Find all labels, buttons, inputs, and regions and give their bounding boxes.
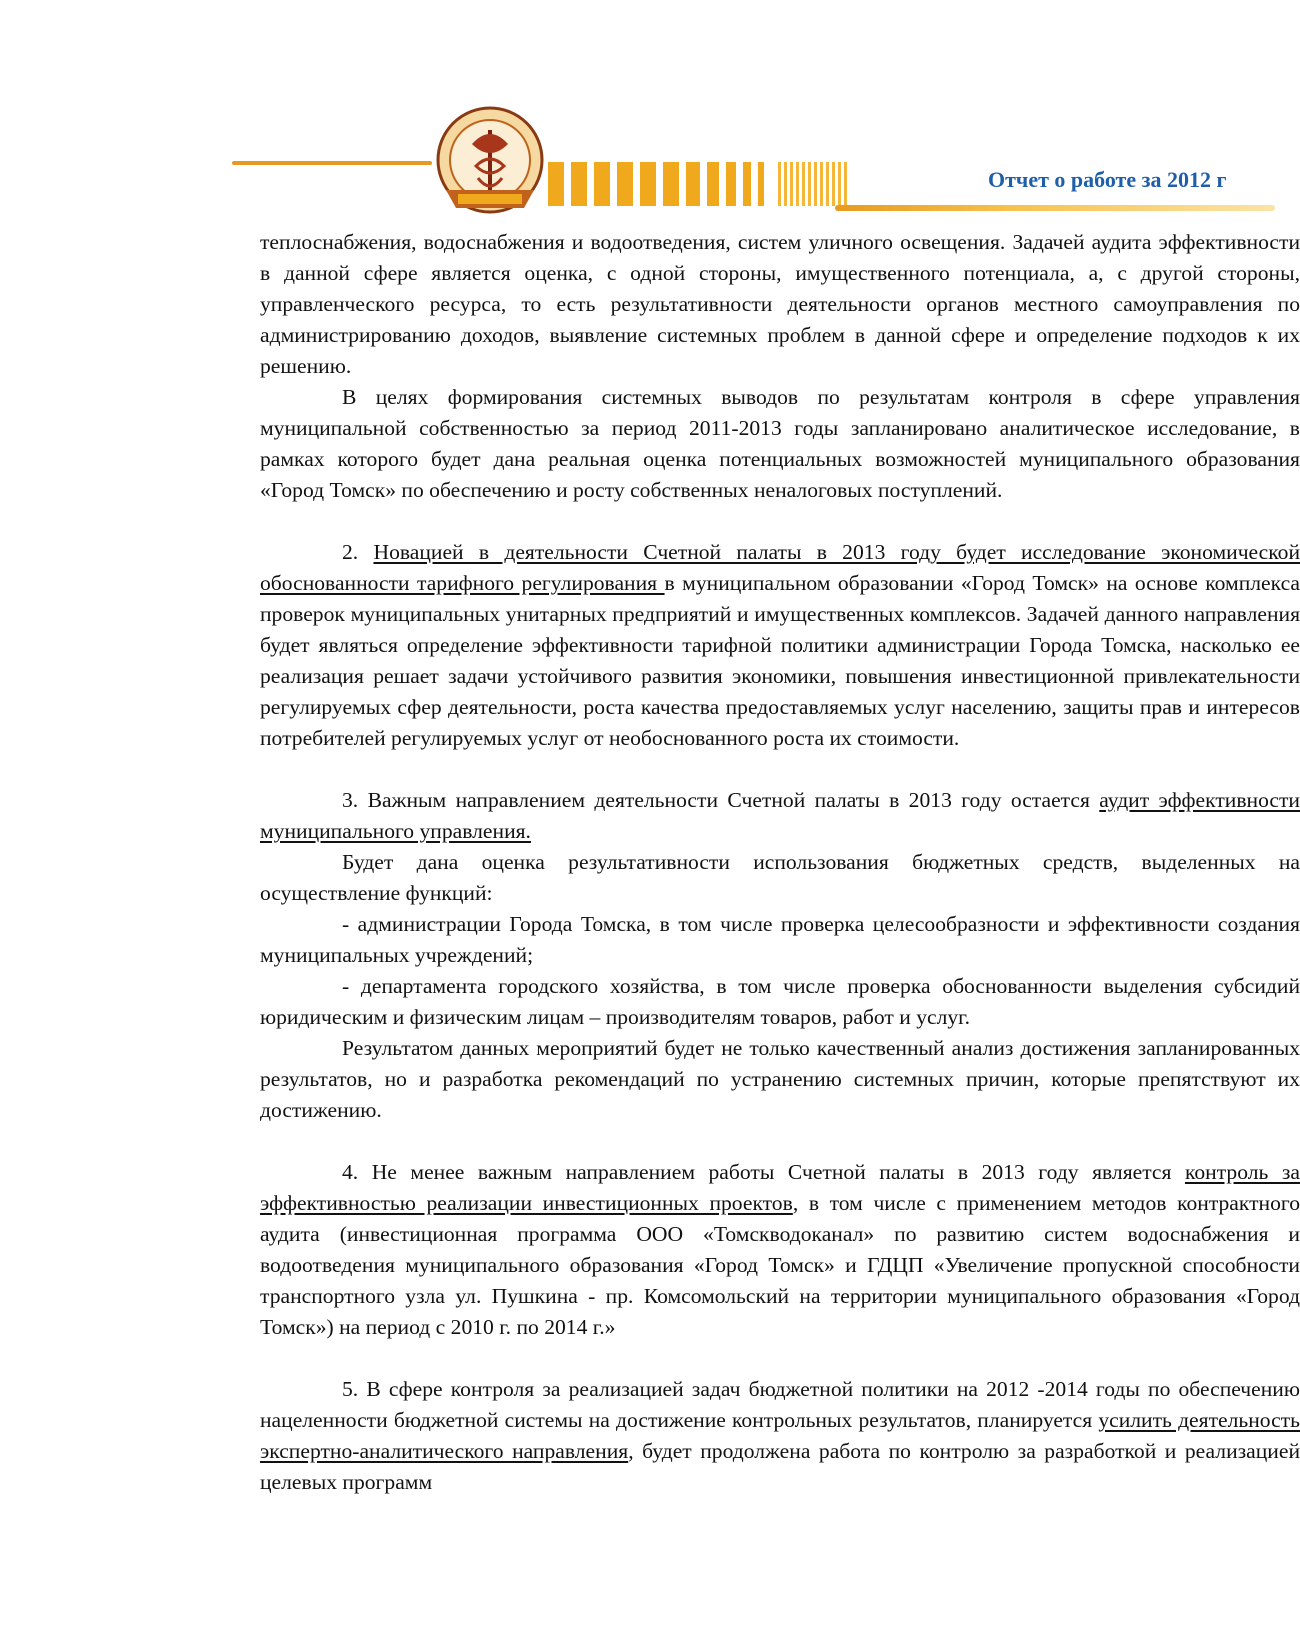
report-title: Отчет о работе за 2012 г (988, 167, 1227, 192)
paragraph-item-5 (260, 1374, 1300, 1498)
item-3-underlined: аудит эффективности муниципального управления. (260, 788, 1300, 843)
item-2-underlined: Новацией в деятельности Счетной палаты в 2013 году будет исследование экономической обоснованности тарифного регулирования (260, 540, 1300, 595)
header-rule-left (232, 161, 432, 165)
header-thin-stripes (778, 162, 847, 206)
paragraph-bullet-administration: - администрации Города Томска, в том числе проверка целесообразности и эффективности создания муниципальных учреждений; (260, 912, 1300, 967)
page-header (0, 0, 1275, 240)
emblem-logo (428, 104, 553, 222)
item-4-text: 4. Не менее важным направлением работы Счетной палаты в 2013 году является (342, 1160, 1185, 1184)
paragraph-continuation: теплоснабжения, водоснабжения и водоотведения, систем уличного освещения. Задачей аудита эффективности в данной сфере является оценка, с одной стороны, имущественного потенциала, а, с другой стороны, управленческого ресурса, то есть результативности деятельности органов местного самоуправления по администрированию доходов, выявление системных проблем в данной сфере и определение подходов к их решению. (260, 230, 1300, 378)
item-5-text: 5. В сфере контроля за реализацией задач бюджетной политики на 2012 -2014 годы по обеспечению нацеленности бюджетной системы на достижение контрольных результатов, планируется (260, 1377, 1300, 1432)
header-stripes (548, 162, 764, 206)
item-4-underlined: контроль за эффективностью реализации инвестиционных проектов (260, 1160, 1300, 1215)
paragraph-result: Результатом данных мероприятий будет не только качественный анализ достижения запланированных результатов, но и разработка рекомендаций по устранению системных причин, которые препятствуют их достижению. (260, 1036, 1300, 1122)
paragraph-item-4 (260, 1157, 1300, 1343)
item-5-rest: , будет продолжена работа по контролю за разработкой и реализацией целевых программ (260, 1439, 1300, 1494)
item-2-text: в муниципальном образовании «Город Томск» на основе комплекса проверок муниципальных унитарных предприятий и имущественных комплексов. Задачей данного направления будет являться определение эффективности тарифной политики администрации Города Томска, насколько ее реализация решает задачи устойчивого развития экономики, повышения инвестиционной привлекательности регулируемых сфер деятельности, роста качества предоставляемых услуг населению, защиты прав и интересов потребителей регулируемых услуг от необоснованного роста их стоимости. (260, 571, 1300, 750)
document-body (260, 227, 1300, 1498)
item-2-number: 2. (342, 540, 374, 564)
paragraph-bullet-department: - департамента городского хозяйства, в том числе проверка обоснованности выделения субсидий юридическим и физическим лицам – производителям товаров, работ и услуг. (260, 974, 1300, 1029)
item-4-rest: , в том числе с применением методов контрактного аудита (инвестиционная программа ООО «Томскводоканал» по развитию систем водоснабжения и водоотведения муниципального образования «Город Томск» и ГДЦП «Увеличение пропускной способности транспортного узла ул. Пушкина - пр. Комсомольский на территории муниципального образования «Город Томск») на период с 2010 г. по 2014 г.» (260, 1191, 1300, 1339)
paragraph-assessment: Будет дана оценка результативности использования бюджетных средств, выделенных на осуществление функций: (260, 850, 1300, 905)
paragraph-item-3 (260, 785, 1300, 847)
paragraph-analysis: В целях формирования системных выводов по результатам контроля в сфере управления муниципальной собственностью за период 2011-2013 годы запланировано аналитическое исследование, в рамках которого будет дана реальная оценка потенциальных возможностей муниципального образования «Город Томск» по обеспечению и росту собственных неналоговых поступлений. (260, 385, 1300, 502)
item-5-underlined: усилить деятельность экспертно-аналитического направления (260, 1408, 1300, 1463)
header-rule-right (835, 205, 1275, 211)
item-3-text: 3. Важным направлением деятельности Счетной палаты в 2013 году остается (342, 788, 1100, 812)
paragraph-item-2 (260, 537, 1300, 754)
